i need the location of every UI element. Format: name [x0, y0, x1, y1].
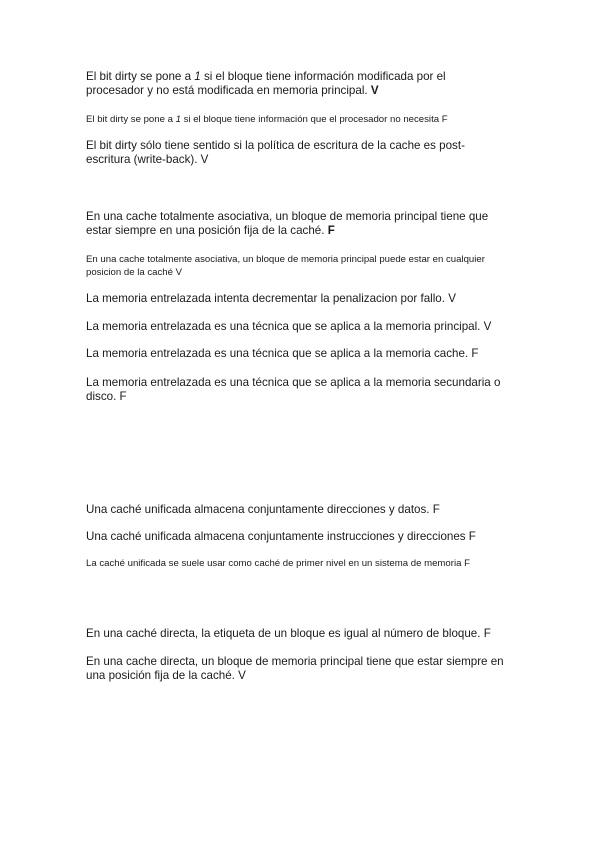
italic-value: 1: [194, 70, 201, 83]
statement-12: La caché unificada se suele usar como caché de primer nivel en un sistema de memoria F: [86, 558, 470, 569]
italic-value: 1: [175, 114, 181, 125]
statement-text: El bit dirty se pone a: [86, 70, 195, 83]
statement-2: [86, 114, 526, 126]
statement-11: Una caché unificada almacena conjuntamente instrucciones y direcciones F: [86, 530, 476, 543]
statement-13: En una caché directa, la etiqueta de un bloque es igual al número de bloque. F: [86, 627, 491, 640]
statement-8: La memoria entrelazada es una técnica que se aplica a la memoria cache. F: [86, 347, 479, 360]
answer-label: F: [327, 224, 335, 237]
statement-7: La memoria entrelazada es una técnica que se aplica a la memoria principal. V: [86, 320, 492, 333]
statement-text: si el bloque tiene información que el procesador no necesita F: [180, 114, 448, 125]
answer-label: V: [370, 84, 379, 97]
statement-14: En una cache directa, un bloque de memoria principal tiene que estar siempre en una posición fija de la caché. V: [86, 655, 504, 682]
statement-6: La memoria entrelazada intenta decrementar la penalizacion por fallo. V: [86, 292, 456, 305]
statement-text: El bit dirty se pone a: [86, 114, 176, 125]
statement-3: El bit dirty sólo tiene sentido si la política de escritura de la cache es post-escritura (write-back). V: [86, 139, 465, 166]
statement-4: [86, 210, 516, 238]
statement-text: si el bloque tiene información modificada por el procesador y no está modificada en memoria principal.: [86, 70, 446, 97]
statement-1: [86, 70, 486, 98]
statement-10: Una caché unificada almacena conjuntamente direcciones y datos. F: [86, 503, 440, 516]
statement-5: En una cache totalmente asociativa, un bloque de memoria principal puede estar en cualquier posicion de la caché V: [86, 254, 485, 278]
statement-text: En una cache totalmente asociativa, un bloque de memoria principal tiene que estar siempre en una posición fija de la caché.: [86, 210, 489, 237]
statement-9: La memoria entrelazada es una técnica que se aplica a la memoria secundaria o disco. F: [86, 376, 501, 403]
